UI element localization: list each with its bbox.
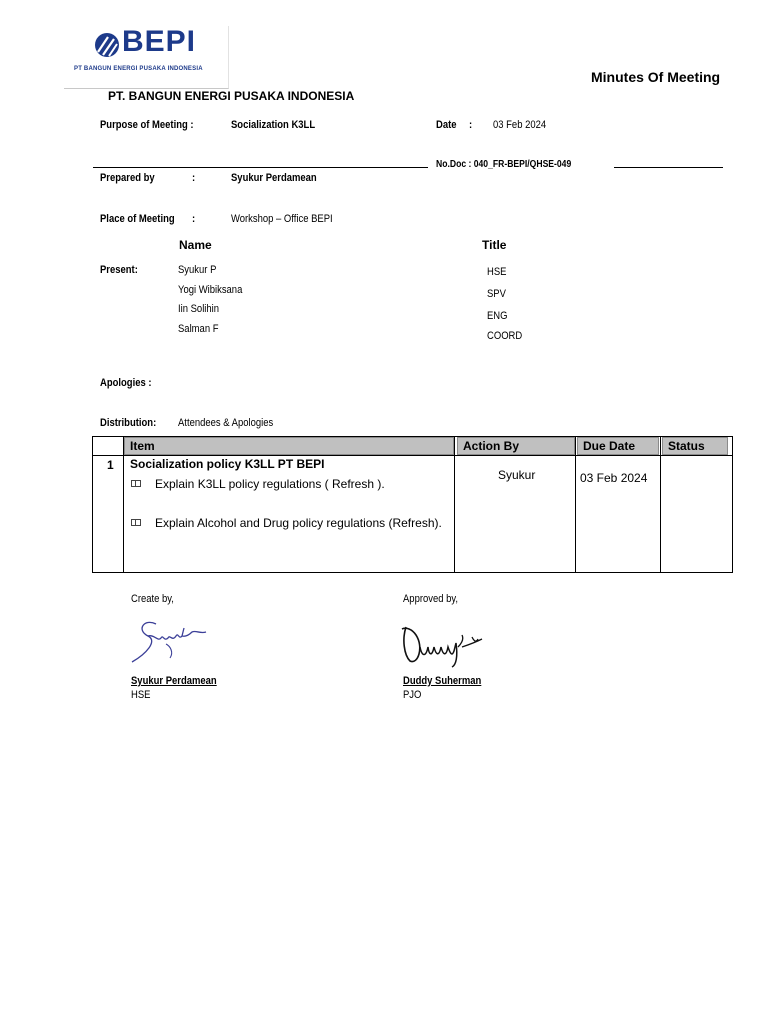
logo-brand-text: BEPI [122, 25, 197, 58]
attendee-name: Iin Solihin [178, 303, 220, 315]
creator-role: HSE [131, 689, 151, 701]
approver-name: Duddy Suherman [403, 675, 482, 687]
logo-tagline: PT BANGUN ENERGI PUSAKA INDONESIA [74, 66, 203, 72]
creator-name: Syukur Perdamean [131, 675, 217, 687]
prepared-value: Syukur Perdamean [231, 172, 317, 184]
table-column-divider [575, 437, 576, 573]
table-column-divider [123, 437, 124, 573]
creator-signature-image [126, 612, 212, 668]
apologies-label: Apologies : [100, 377, 152, 389]
due-date-value: 03 Feb 2024 [580, 471, 648, 485]
date-colon: : [469, 119, 473, 131]
table-header-divider [93, 455, 732, 456]
action-by-value: Syukur [498, 468, 536, 482]
attendee-title: HSE [487, 266, 507, 278]
approved-by-label: Approved by, [403, 593, 459, 605]
date-value: 03 Feb 2024 [493, 119, 547, 131]
item-point [131, 477, 385, 491]
item-point-text: Explain K3LL policy regulations ( Refresh ). [155, 477, 385, 491]
date-label: Date [436, 119, 457, 131]
checkbox-bullet-icon [131, 519, 141, 526]
distribution-value: Attendees & Apologies [178, 417, 274, 429]
divider-line-right [614, 167, 723, 168]
checkbox-bullet-icon [131, 480, 141, 487]
table-header-item: Item [124, 437, 454, 455]
attendee-name: Salman F [178, 323, 219, 335]
action-items-table [92, 436, 733, 573]
document-title: Minutes Of Meeting [591, 69, 721, 85]
item-title: Socialization policy K3LL PT BEPI [130, 457, 325, 471]
approver-role: PJO [403, 689, 422, 701]
present-label: Present: [100, 264, 138, 276]
purpose-value: Socialization K3LL [231, 119, 316, 131]
item-point-text: Explain Alcohol and Drug policy regulations (Refresh). [155, 516, 442, 530]
table-header-status: Status [662, 437, 728, 455]
row-number: 1 [107, 458, 114, 472]
created-by-label: Create by, [131, 593, 174, 605]
place-label: Place of Meeting [100, 213, 175, 225]
table-column-divider [454, 437, 455, 573]
item-point [131, 516, 442, 530]
bepi-logo-icon [92, 30, 122, 60]
attendee-title: SPV [487, 288, 506, 300]
doc-number: No.Doc : 040_FR-BEPI/QHSE-049 [436, 159, 572, 170]
attendee-title: ENG [487, 310, 508, 322]
place-value: Workshop – Office BEPI [231, 213, 333, 225]
table-header-action-by: Action By [457, 437, 575, 455]
attendee-name: Yogi Wibiksana [178, 284, 243, 296]
table-column-divider [660, 437, 661, 573]
attendee-title: COORD [487, 330, 523, 342]
prepared-label: Prepared by [100, 172, 155, 184]
approver-signature-image [398, 617, 486, 671]
title-column-header: Title [482, 238, 507, 252]
company-name: PT. BANGUN ENERGI PUSAKA INDONESIA [108, 89, 355, 103]
purpose-label: Purpose of Meeting : [100, 119, 194, 131]
name-column-header: Name [179, 238, 212, 252]
distribution-label: Distribution: [100, 417, 157, 429]
attendee-name: Syukur P [178, 264, 217, 276]
table-header-due-date: Due Date [577, 437, 659, 455]
company-logo [64, 26, 229, 89]
place-colon: : [192, 213, 196, 225]
prepared-colon: : [192, 172, 196, 184]
divider-line-left [93, 167, 428, 168]
